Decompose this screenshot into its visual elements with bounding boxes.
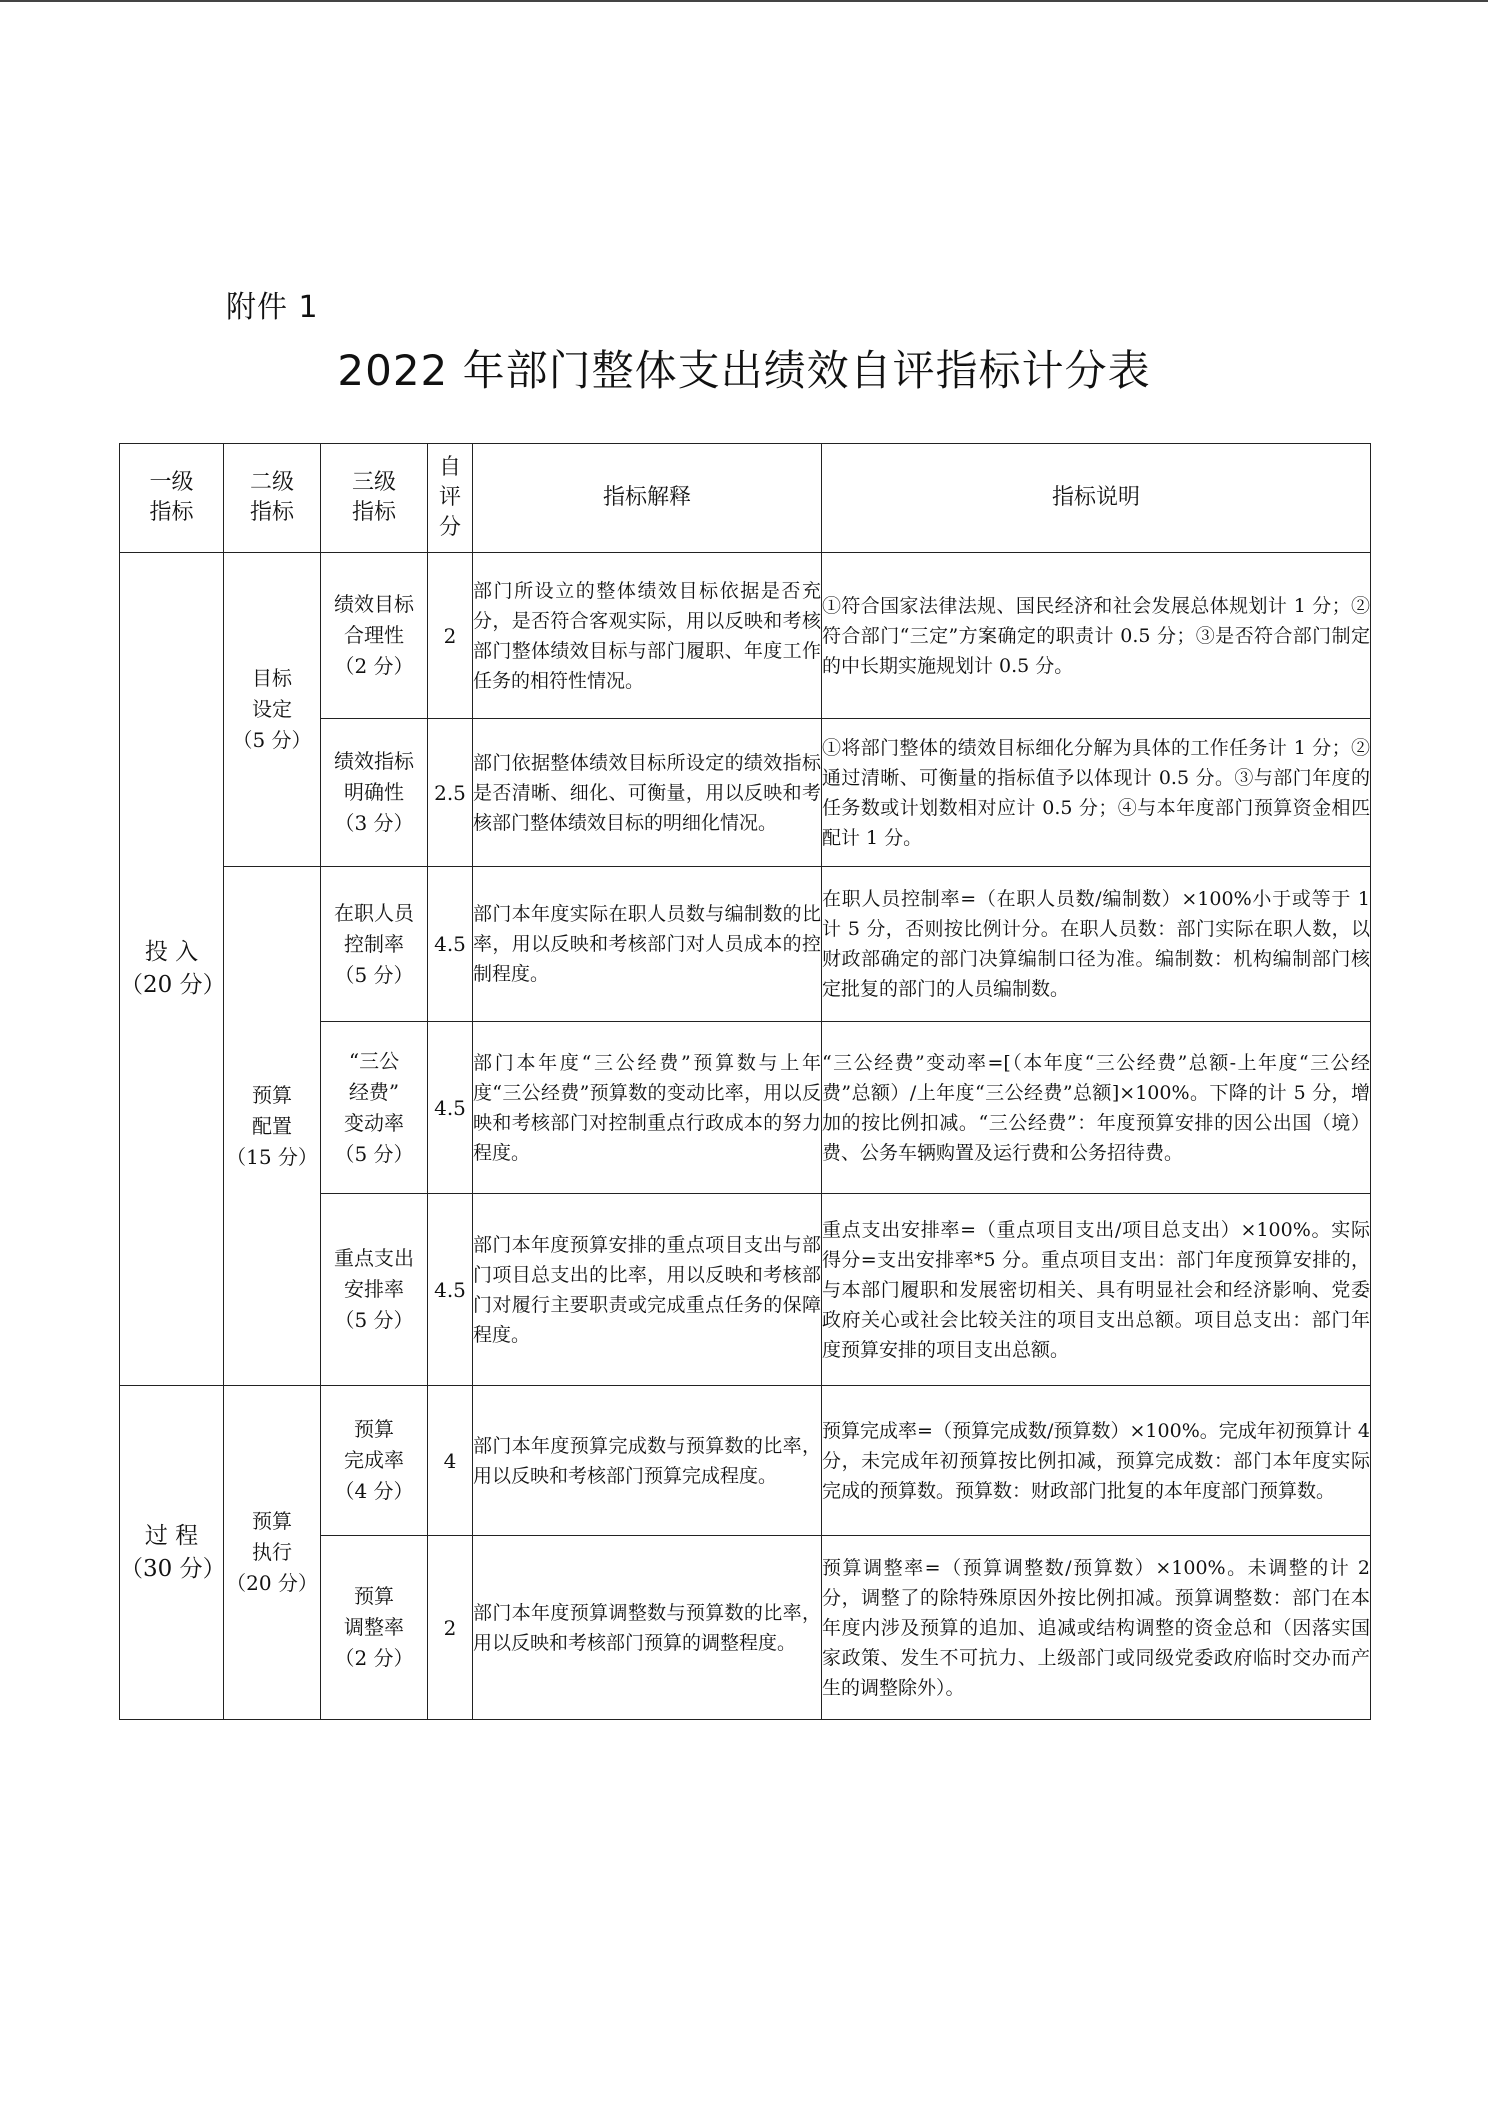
description-cell: 预算完成率=（预算完成数/预算数）×100%。完成年初预算计 4 分，未完成年初预算按比例扣减，预算完成数：部门本年度实际完成的预算数。预算数：财政部门批复的本年度部门预算数。 (822, 1386, 1371, 1536)
indicator-cell: 重点支出 安排率 （5 分） (321, 1194, 428, 1386)
indicator-cell: “三公 经费” 变动率 （5 分） (321, 1022, 428, 1194)
explanation-cell: 部门依据整体绩效目标所设定的绩效指标是否清晰、细化、可衡量，用以反映和考核部门整体绩效目标的明细化情况。 (473, 719, 822, 867)
header-explanation: 指标解释 (473, 444, 822, 553)
score-cell: 2 (428, 553, 473, 719)
attachment-label: 附件 1 (226, 290, 319, 325)
explanation-cell: 部门本年度预算安排的重点项目支出与部门项目总支出的比率，用以反映和考核部门对履行主要职责或完成重点任务的保障程度。 (473, 1194, 822, 1386)
explanation-cell: 部门本年度预算完成数与预算数的比率，用以反映和考核部门预算完成程度。 (473, 1386, 822, 1536)
page-title: 2022 年部门整体支出绩效自评指标计分表 (337, 346, 1151, 395)
group-process: 过 程 （30 分） (120, 1386, 224, 1720)
description-cell: 在职人员控制率=（在职人员数/编制数）×100%小于或等于 1 计 5 分，否则按比例计分。在职人员数：部门实际在职人数，以财政部确定的部门决算编制口径为准。编制数：机构编制部门核定批复的部门的人员编制数。 (822, 867, 1371, 1022)
explanation-cell: 部门本年度“三公经费”预算数与上年度“三公经费”预算数的变动比率，用以反映和考核部门对控制重点行政成本的努力程度。 (473, 1022, 822, 1194)
group-input: 投 入 （20 分） (120, 553, 224, 1386)
header-level2: 二级 指标 (224, 444, 321, 553)
description-cell: 预算调整率=（预算调整数/预算数）×100%。未调整的计 2 分，调整了的除特殊原因外按比例扣减。预算调整数：部门在本年度内涉及预算的追加、追减或结构调整的资金总和（因落实国家政策、发生不可抗力、上级部门或同级党委政府临时交办而产生的调整除外）。 (822, 1536, 1371, 1720)
header-score: 自 评 分 (428, 444, 473, 553)
indicator-cell: 绩效目标 合理性 （2 分） (321, 553, 428, 719)
table-row (120, 1386, 1371, 1536)
score-cell: 4.5 (428, 1022, 473, 1194)
page-top-border (0, 0, 1488, 2)
indicator-cell: 预算 完成率 （4 分） (321, 1386, 428, 1536)
score-cell: 2.5 (428, 719, 473, 867)
description-cell: “三公经费”变动率=[（本年度“三公经费”总额-上年度“三公经费”总额）/上年度“三公经费”总额]×100%。下降的计 5 分，增加的按比例扣减。“三公经费”：年度预算安排的因公出国（境）费、公务车辆购置及运行费和公务招待费。 (822, 1022, 1371, 1194)
table-row (120, 867, 1371, 1022)
table-row (120, 553, 1371, 719)
group-budget-allocation: 预算 配置 （15 分） (224, 867, 321, 1386)
group-budget-execution: 预算 执行 （20 分） (224, 1386, 321, 1720)
indicator-cell: 绩效指标 明确性 （3 分） (321, 719, 428, 867)
description-cell: ①将部门整体的绩效目标细化分解为具体的工作任务计 1 分；②通过清晰、可衡量的指标值予以体现计 0.5 分。③与部门年度的任务数或计划数相对应计 0.5 分；④与本年度部门预算资金相匹配计 1 分。 (822, 719, 1371, 867)
header-level3: 三级 指标 (321, 444, 428, 553)
indicator-cell: 在职人员 控制率 （5 分） (321, 867, 428, 1022)
indicator-cell: 预算 调整率 （2 分） (321, 1536, 428, 1720)
explanation-cell: 部门所设立的整体绩效目标依据是否充分，是否符合客观实际，用以反映和考核部门整体绩效目标与部门履职、年度工作任务的相符性情况。 (473, 553, 822, 719)
score-cell: 2 (428, 1536, 473, 1720)
description-cell: ①符合国家法律法规、国民经济和社会发展总体规划计 1 分；②符合部门“三定”方案确定的职责计 0.5 分；③是否符合部门制定的中长期实施规划计 0.5 分。 (822, 553, 1371, 719)
explanation-cell: 部门本年度预算调整数与预算数的比率，用以反映和考核部门预算的调整程度。 (473, 1536, 822, 1720)
score-table (119, 443, 1371, 1720)
description-cell: 重点支出安排率=（重点项目支出/项目总支出）×100%。实际得分=支出安排率*5 分。重点项目支出：部门年度预算安排的，与本部门履职和发展密切相关、具有明显社会和经济影响、党委政府关心或社会比较关注的项目支出总额。项目总支出：部门年度预算安排的项目支出总额。 (822, 1194, 1371, 1386)
score-cell: 4.5 (428, 1194, 473, 1386)
score-cell: 4.5 (428, 867, 473, 1022)
group-target-setting: 目标 设定 （5 分） (224, 553, 321, 867)
header-description: 指标说明 (822, 444, 1371, 553)
header-row (120, 444, 1371, 553)
explanation-cell: 部门本年度实际在职人员数与编制数的比率，用以反映和考核部门对人员成本的控制程度。 (473, 867, 822, 1022)
score-cell: 4 (428, 1386, 473, 1536)
header-level1: 一级 指标 (120, 444, 224, 553)
